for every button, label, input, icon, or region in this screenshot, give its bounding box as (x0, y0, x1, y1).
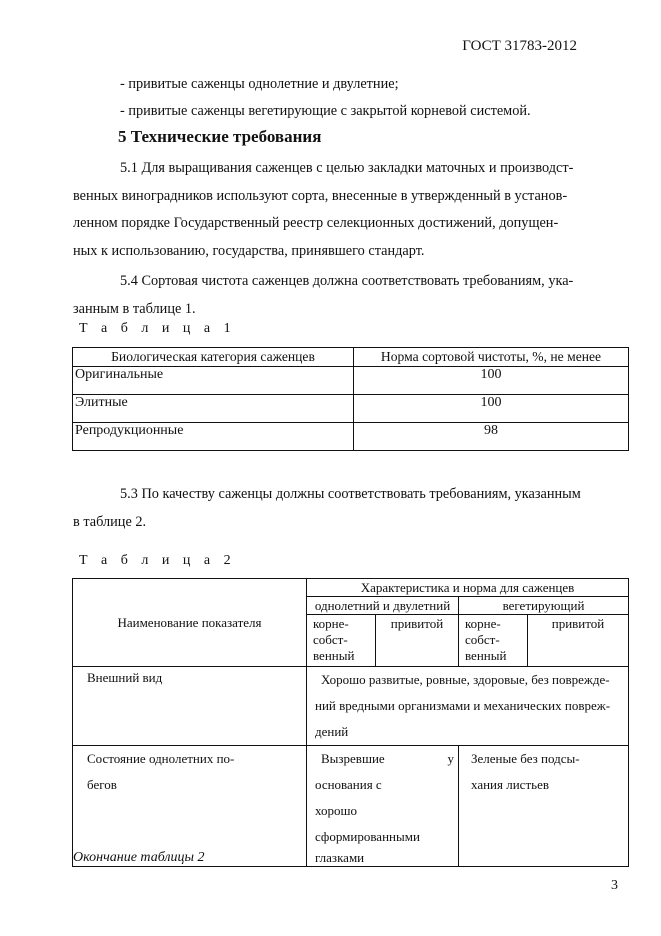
cell-line: хания листьев (471, 777, 549, 792)
group-header: Характеристика и норма для саженцев (307, 579, 629, 597)
page-number: 3 (611, 878, 618, 893)
indicator-header: Наименование показателя (73, 579, 307, 667)
subheader-own-root: корне-собст-венный (307, 615, 376, 667)
paragraph-5-4 (73, 268, 629, 323)
table-1 (72, 347, 629, 451)
row-value-shoots-annual (307, 746, 459, 867)
cell-line: Хорошо развитые, ровные, здоровые, без поврежде- (321, 672, 610, 687)
table2-caption: Т а б л и ц а 2 (79, 553, 236, 568)
paragraph-line: в таблице 2. (73, 513, 147, 530)
table-row (73, 667, 629, 746)
table-row (73, 746, 629, 867)
table-cell: Элитные (73, 395, 354, 423)
paragraph-5-1 (73, 155, 629, 265)
table-cell: Оригинальные (73, 367, 354, 395)
section-title: 5 Технические требования (118, 127, 322, 146)
cell-line: ний вредными организмами и механических повреж- (315, 698, 611, 713)
paragraph-line: 5.4 Сортовая чистота саженцев должна соответствовать требованиям, ука- (120, 273, 574, 289)
row-name-shoots (73, 746, 307, 867)
table-header-cell: Норма сортовой чистоты, %, не менее (354, 348, 629, 367)
row-value-shoots-vegetating (459, 746, 629, 867)
table-row (73, 395, 629, 423)
paragraph-line: ленном порядке Государственный реестр селекционных достижений, допущен- (73, 215, 559, 231)
table-continuation-note: Окончание таблицы 2 (73, 850, 205, 865)
paragraph-5-3 (73, 481, 629, 536)
table-header-row (73, 348, 629, 367)
subheader-grafted: привитой (528, 615, 629, 667)
paragraph-line: венных виноградников используют сорта, внесенные в утвержденный в установ- (73, 187, 568, 204)
paragraph-line: 5.3 По качеству саженцы должны соответствовать требованиям, указанным (120, 486, 581, 502)
table-row (73, 367, 629, 395)
paragraph-line: занным в таблице 1. (73, 300, 196, 317)
paragraph-line: 5.1 Для выращивания саженцев с целью закладки маточных и производст- (120, 160, 574, 176)
table-header-cell: Биологическая категория саженцев (73, 348, 354, 367)
cell-line: Состояние однолетних по- (87, 751, 235, 766)
bullet-item-1: - привитые саженцы однолетние и двулетние; (120, 76, 399, 92)
standard-code: ГОСТ 31783-2012 (462, 38, 577, 54)
cell-line: глазками (315, 850, 365, 865)
subheader-grafted: привитой (376, 615, 459, 667)
table-header-row (73, 579, 629, 597)
cell-line: дений (315, 724, 349, 739)
table-cell: 98 (354, 423, 629, 451)
table-cell: Репродукционные (73, 423, 354, 451)
cell-line: Вызревшие у основания с (315, 751, 454, 792)
row-name-appearance: Внешний вид (73, 667, 307, 746)
cell-line: бегов (87, 777, 117, 792)
cell-line: Зеленые без подсы- (471, 751, 580, 766)
subheader-vegetating: вегетирующий (459, 597, 629, 615)
table-2 (72, 578, 629, 867)
table-cell: 100 (354, 367, 629, 395)
paragraph-line: ных к использованию, государства, принявшего стандарт. (73, 242, 425, 259)
cell-line: хорошо сформированными (315, 803, 420, 844)
bullet-item-2: - привитые саженцы вегетирующие с закрытой корневой системой. (120, 103, 531, 119)
table1-caption: Т а б л и ц а 1 (79, 321, 236, 336)
subheader-annual: однолетний и двулетний (307, 597, 459, 615)
subheader-own-root: корне-собст-венный (459, 615, 528, 667)
table-cell: 100 (354, 395, 629, 423)
table-row (73, 423, 629, 451)
row-value-appearance (307, 667, 629, 746)
